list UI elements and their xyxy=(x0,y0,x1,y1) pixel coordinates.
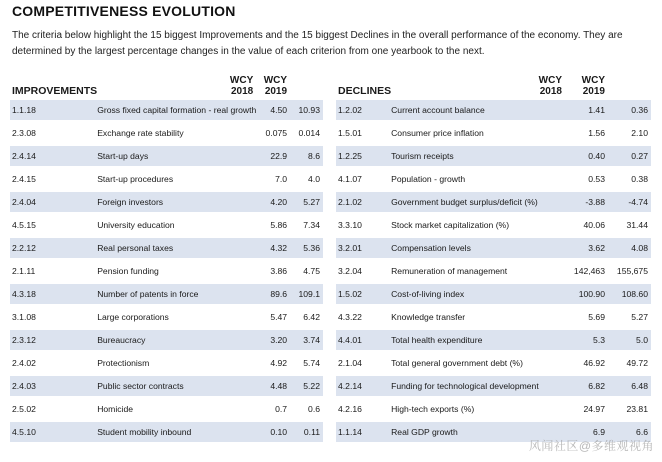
value-2018: 4.48 xyxy=(256,375,290,398)
table-row xyxy=(336,191,651,214)
criterion-name: Real GDP growth xyxy=(391,421,565,443)
criterion-name: Start-up procedures xyxy=(97,168,256,191)
table-row xyxy=(10,329,323,352)
criterion-code: 3.2.04 xyxy=(336,260,391,283)
value-2019: 31.44 xyxy=(608,214,651,237)
criterion-name: High-tech exports (%) xyxy=(391,398,565,421)
value-2018: 0.53 xyxy=(565,168,608,191)
table-row xyxy=(10,260,323,283)
value-2019: 0.38 xyxy=(608,168,651,191)
value-2019: 4.08 xyxy=(608,237,651,260)
criterion-name: Start-up days xyxy=(97,145,256,168)
value-2019: 0.36 xyxy=(608,99,651,122)
value-2018: 6.82 xyxy=(565,375,608,398)
value-2019: 49.72 xyxy=(608,352,651,375)
table-row xyxy=(10,214,323,237)
criterion-name: Tourism receipts xyxy=(391,145,565,168)
criterion-code: 4.2.14 xyxy=(336,375,391,398)
table-row xyxy=(336,352,651,375)
criterion-code: 2.2.12 xyxy=(10,237,97,260)
criterion-code: 1.1.14 xyxy=(336,421,391,443)
improvements-body xyxy=(10,99,323,443)
value-2019: 0.6 xyxy=(290,398,323,421)
criterion-code: 1.5.02 xyxy=(336,283,391,306)
value-2018: 6.9 xyxy=(565,421,608,443)
criterion-name: Number of patents in force xyxy=(97,283,256,306)
col-label-top: WCY xyxy=(538,75,562,86)
improvements-col-2019 xyxy=(256,75,290,99)
table-row xyxy=(10,168,323,191)
value-2019: 3.74 xyxy=(290,329,323,352)
value-2018: 0.10 xyxy=(256,421,290,443)
value-2019: 0.11 xyxy=(290,421,323,443)
criterion-code: 3.3.10 xyxy=(336,214,391,237)
criterion-name: Gross fixed capital formation - real growth xyxy=(97,99,256,122)
value-2019: 4.75 xyxy=(290,260,323,283)
declines-header: DECLINES xyxy=(338,85,392,97)
value-2018: 3.62 xyxy=(565,237,608,260)
criterion-code: 2.5.02 xyxy=(10,398,97,421)
table-row xyxy=(10,306,323,329)
page-title: COMPETITIVENESS EVOLUTION xyxy=(12,3,236,19)
criterion-code: 2.4.14 xyxy=(10,145,97,168)
table-row xyxy=(336,145,651,168)
value-2018: 7.0 xyxy=(256,168,290,191)
table-row xyxy=(10,191,323,214)
value-2019: 0.27 xyxy=(608,145,651,168)
criterion-name: Foreign investors xyxy=(97,191,256,214)
value-2018: 142,463 xyxy=(565,260,608,283)
criterion-code: 2.1.02 xyxy=(336,191,391,214)
value-2018: 24.97 xyxy=(565,398,608,421)
table-row xyxy=(10,283,323,306)
criterion-code: 4.1.07 xyxy=(336,168,391,191)
value-2018: 3.20 xyxy=(256,329,290,352)
value-2018: 0.075 xyxy=(256,122,290,145)
table-row xyxy=(336,283,651,306)
criterion-name: Knowledge transfer xyxy=(391,306,565,329)
value-2019: 108.60 xyxy=(608,283,651,306)
criterion-name: Population - growth xyxy=(391,168,565,191)
value-2019: 5.22 xyxy=(290,375,323,398)
table-row xyxy=(10,122,323,145)
declines-table xyxy=(336,75,651,442)
criterion-name: Consumer price inflation xyxy=(391,122,565,145)
value-2018: 1.56 xyxy=(565,122,608,145)
watermark-text: 风闻社区@多维观视角 xyxy=(528,439,654,453)
criterion-name: Compensation levels xyxy=(391,237,565,260)
declines-col-2018 xyxy=(391,75,565,99)
criterion-code: 1.2.25 xyxy=(336,145,391,168)
description-text: The criteria below highlight the 15 biggest Improvements and the 15 biggest Declines in the overall performance of the economy. They are determined by the largest percentage changes in the value of each criterion from one yearbook to the next. xyxy=(12,30,623,57)
col-label-top: WCY xyxy=(263,75,288,86)
table-row xyxy=(336,168,651,191)
table-row xyxy=(10,421,323,443)
value-2018: 100.90 xyxy=(565,283,608,306)
value-2018: 5.69 xyxy=(565,306,608,329)
criterion-name: Bureaucracy xyxy=(97,329,256,352)
criterion-name: Current account balance xyxy=(391,99,565,122)
value-2018: 46.92 xyxy=(565,352,608,375)
value-2018: 0.40 xyxy=(565,145,608,168)
criterion-code: 4.5.15 xyxy=(10,214,97,237)
value-2019: 0.014 xyxy=(290,122,323,145)
table-row xyxy=(336,237,651,260)
improvements-col-2018 xyxy=(97,75,256,99)
criterion-name: Homicide xyxy=(97,398,256,421)
criterion-code: 2.4.04 xyxy=(10,191,97,214)
col-label-year: 2019 xyxy=(582,86,605,97)
criterion-name: Protectionism xyxy=(97,352,256,375)
criterion-code: 2.4.03 xyxy=(10,375,97,398)
value-2018: 5.86 xyxy=(256,214,290,237)
col-label-year: 2018 xyxy=(231,86,254,97)
criterion-name: Government budget surplus/deficit (%) xyxy=(391,191,565,214)
value-2018: 4.92 xyxy=(256,352,290,375)
value-2019: 6.6 xyxy=(608,421,651,443)
value-2019: 5.27 xyxy=(608,306,651,329)
criterion-name: Funding for technological development xyxy=(391,375,565,398)
criterion-name: University education xyxy=(97,214,256,237)
criterion-name: Total health expenditure xyxy=(391,329,565,352)
criterion-name: Total general government debt (%) xyxy=(391,352,565,375)
improvements-header: IMPROVEMENTS xyxy=(12,85,98,97)
col-label-year: 2019 xyxy=(264,86,288,97)
value-2019: 5.36 xyxy=(290,237,323,260)
value-2018: 3.86 xyxy=(256,260,290,283)
criterion-code: 2.4.02 xyxy=(10,352,97,375)
value-2019: 8.6 xyxy=(290,145,323,168)
declines-body xyxy=(336,99,651,443)
criterion-name: Stock market capitalization (%) xyxy=(391,214,565,237)
criterion-code: 1.5.01 xyxy=(336,122,391,145)
table-row xyxy=(10,398,323,421)
improvements-table xyxy=(10,75,323,442)
criterion-name: Student mobility inbound xyxy=(97,421,256,443)
value-2019: 6.42 xyxy=(290,306,323,329)
value-2018: 89.6 xyxy=(256,283,290,306)
value-2019: 6.48 xyxy=(608,375,651,398)
value-2018: 0.7 xyxy=(256,398,290,421)
criterion-code: 4.3.22 xyxy=(336,306,391,329)
col-label-top: WCY xyxy=(581,75,605,86)
value-2018: 5.3 xyxy=(565,329,608,352)
table-row xyxy=(336,260,651,283)
value-2019: 10.93 xyxy=(290,99,323,122)
col-label-top: WCY xyxy=(229,75,254,86)
table-row xyxy=(10,145,323,168)
value-2019: 23.81 xyxy=(608,398,651,421)
table-row xyxy=(10,375,323,398)
table-row xyxy=(10,237,323,260)
value-2019: 4.0 xyxy=(290,168,323,191)
table-row xyxy=(336,122,651,145)
criterion-name: Remuneration of management xyxy=(391,260,565,283)
criterion-code: 4.5.10 xyxy=(10,421,97,443)
table-row xyxy=(336,375,651,398)
table-row xyxy=(336,306,651,329)
criterion-name: Public sector contracts xyxy=(97,375,256,398)
table-row xyxy=(10,99,323,122)
value-2019: 7.34 xyxy=(290,214,323,237)
value-2019: 5.74 xyxy=(290,352,323,375)
value-2019: 5.0 xyxy=(608,329,651,352)
value-2018: 4.20 xyxy=(256,191,290,214)
value-2019: -4.74 xyxy=(608,191,651,214)
value-2018: 4.50 xyxy=(256,99,290,122)
criterion-code: 3.2.01 xyxy=(336,237,391,260)
declines-col-2019 xyxy=(565,75,608,99)
table-row xyxy=(336,398,651,421)
value-2019: 2.10 xyxy=(608,122,651,145)
value-2019: 109.1 xyxy=(290,283,323,306)
criterion-name: Pension funding xyxy=(97,260,256,283)
criterion-name: Exchange rate stability xyxy=(97,122,256,145)
table-row xyxy=(336,329,651,352)
value-2018: 40.06 xyxy=(565,214,608,237)
value-2018: 22.9 xyxy=(256,145,290,168)
criterion-code: 4.2.16 xyxy=(336,398,391,421)
criterion-name: Cost-of-living index xyxy=(391,283,565,306)
criterion-name: Large corporations xyxy=(97,306,256,329)
table-row xyxy=(10,352,323,375)
criterion-code: 2.4.15 xyxy=(10,168,97,191)
criterion-code: 2.1.11 xyxy=(10,260,97,283)
criterion-code: 2.3.12 xyxy=(10,329,97,352)
value-2019: 155,675 xyxy=(608,260,651,283)
table-row xyxy=(336,214,651,237)
criterion-code: 2.3.08 xyxy=(10,122,97,145)
value-2019: 5.27 xyxy=(290,191,323,214)
criterion-code: 2.1.04 xyxy=(336,352,391,375)
criterion-code: 4.3.18 xyxy=(10,283,97,306)
value-2018: 1.41 xyxy=(565,99,608,122)
value-2018: 4.32 xyxy=(256,237,290,260)
criterion-name: Real personal taxes xyxy=(97,237,256,260)
criterion-code: 4.4.01 xyxy=(336,329,391,352)
criterion-code: 1.2.02 xyxy=(336,99,391,122)
table-row xyxy=(336,99,651,122)
criterion-code: 3.1.08 xyxy=(10,306,97,329)
criterion-code: 1.1.18 xyxy=(10,99,97,122)
value-2018: -3.88 xyxy=(565,191,608,214)
value-2018: 5.47 xyxy=(256,306,290,329)
col-label-year: 2018 xyxy=(539,86,562,97)
